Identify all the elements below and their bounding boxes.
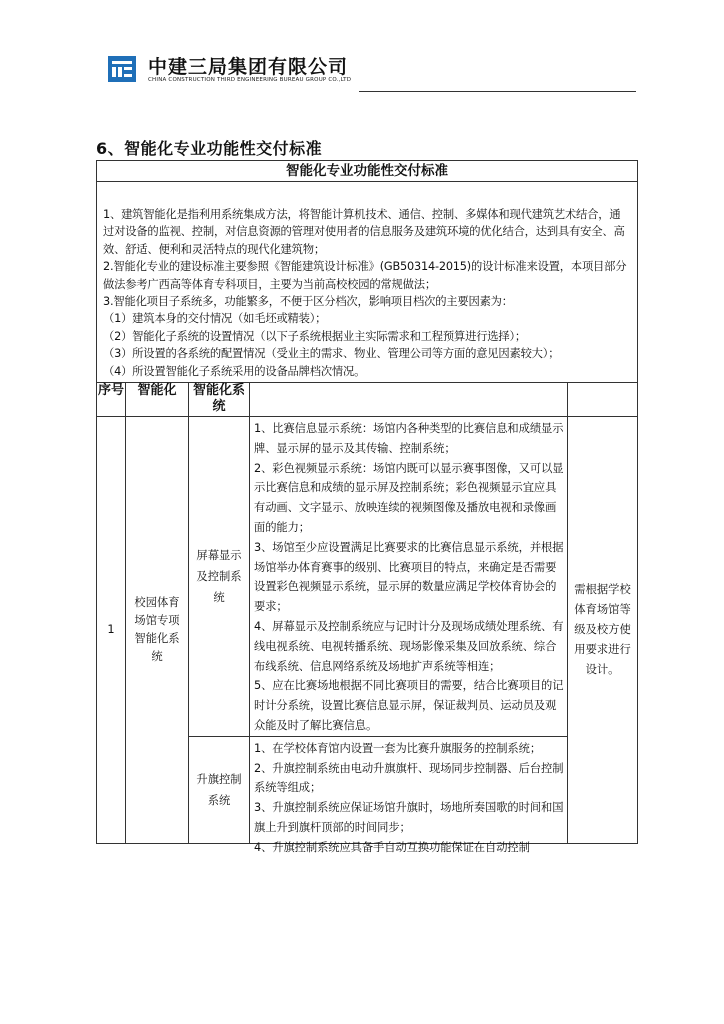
intro-paragraph: 1、建筑智能化是指利用系统集成方法，将智能计算机技术、通信、控制、多媒体和现代建筑艺术结合，通过对设备的监视、控制，对信息资源的管理对使用者的信息服务及建筑环境的优化结合，达到具有安全、高效、舒适、便利和灵活特点的现代化建筑物； — [103, 208, 625, 256]
intro-paragraph: （2）智能化子系统的设置情况（以下子系统根据业主实际需求和工程预算进行选择）； — [103, 329, 527, 343]
description-item: 1、比赛信息显示系统：场馆内各种类型的比赛信息和成绩显示牌、显示屏的显示及其传输、控制系统； — [254, 422, 564, 455]
table-intro — [97, 182, 638, 383]
intro-paragraph: （4）所设置智能化子系统采用的设备品牌档次情况。 — [103, 364, 366, 378]
intro-paragraph: 2.智能化专业的建设标准主要参照《智能建筑设计标准》(GB50314-2015)的设计标准来设置，本项目部分做法参考广西高等体育专科项目，主要为当前高校校园的常规做法； — [103, 260, 627, 291]
column-header-note — [568, 383, 638, 417]
description-item: 3、场馆至少应设置满足比赛要求的比赛信息显示系统，并根据场馆举办体育赛事的级别、比赛项目的特点，来确定是否需要设置彩色视频显示系统，显示屏的数量应满足学校体育协会的要求； — [254, 540, 564, 614]
intro-paragraph: （1）建筑本身的交付情况（如毛坯或精装）； — [103, 312, 327, 326]
header-rule — [359, 91, 636, 92]
description-item: 5、应在比赛场地根据不同比赛项目的需要，结合比赛项目的记时计分系统，设置比赛信息显示屏，保证裁判员、运动员及观众能及时了解比赛信息。 — [254, 679, 564, 733]
subsystem-description-display — [250, 417, 568, 737]
company-logo — [108, 56, 136, 82]
description-item: 4、升旗控制系统应具备手自动互换功能保证在自动控制 — [254, 840, 530, 854]
description-item: 4、屏幕显示及控制系统应与记时计分及现场成绩处理系统、有线电视系统、电视转播系统、现场影像采集及回放系统、综合布线系统、信息网络系统及场地扩声系统等相连； — [254, 620, 564, 673]
description-item: 3、升旗控制系统应保证场馆升旗时，场地所奏国歌的时间和国旗上升到旗杆顶部的时间同步； — [254, 801, 564, 834]
intro-paragraph: （3）所设置的各系统的配置情况（受业主的需求、物业、管理公司等方面的意见因素较大）； — [103, 347, 560, 361]
description-item: 1、在学校体育馆内设置一套为比赛升旗服务的控制系统； — [254, 741, 542, 755]
section-title: 6、智能化专业功能性交付标准 — [96, 139, 323, 158]
table-title: 智能化专业功能性交付标准 — [97, 161, 638, 182]
row-note: 需根据学校体育场馆等级及校方使用要求进行设计。 — [568, 417, 638, 844]
column-header-category: 智能化 — [126, 383, 189, 417]
row-category: 校园体育场馆专项智能化系统 — [126, 417, 189, 844]
subsystem-name-flag: 升旗控制系统 — [189, 736, 250, 843]
column-header-description — [250, 383, 568, 417]
column-header-seq: 序号 — [97, 383, 126, 417]
description-item: 2、彩色视频显示系统：场馆内既可以显示赛事图像，又可以显示比赛信息和成绩的显示屏及控制系统；彩色视频显示宜应具有动画、文字显示、放映连续的视频图像及播放电视和录像画面的能力； — [254, 461, 564, 535]
letterhead — [108, 50, 638, 92]
row-seq: 1 — [97, 417, 126, 844]
cscec-logo-icon — [112, 61, 132, 77]
subsystem-name-display: 屏幕显示及控制系统 — [189, 417, 250, 737]
intro-paragraph: 3.智能化项目子系统多，功能繁多，不便于区分档次，影响项目档次的主要因素为： — [103, 295, 513, 309]
delivery-standard-table — [96, 160, 638, 854]
company-name-en: CHINA CONSTRUCTION THIRD ENGINEERING BUREAU GROUP CO.,LTD — [148, 77, 352, 83]
column-header-subsystem: 智能化系统 — [189, 383, 250, 417]
description-item: 2、升旗控制系统由电动升旗旗杆、现场同步控制器、后台控制系统等组成； — [254, 761, 564, 795]
company-name-cn: 中建三局集团有限公司 — [148, 56, 349, 78]
subsystem-description-flag — [250, 736, 568, 854]
